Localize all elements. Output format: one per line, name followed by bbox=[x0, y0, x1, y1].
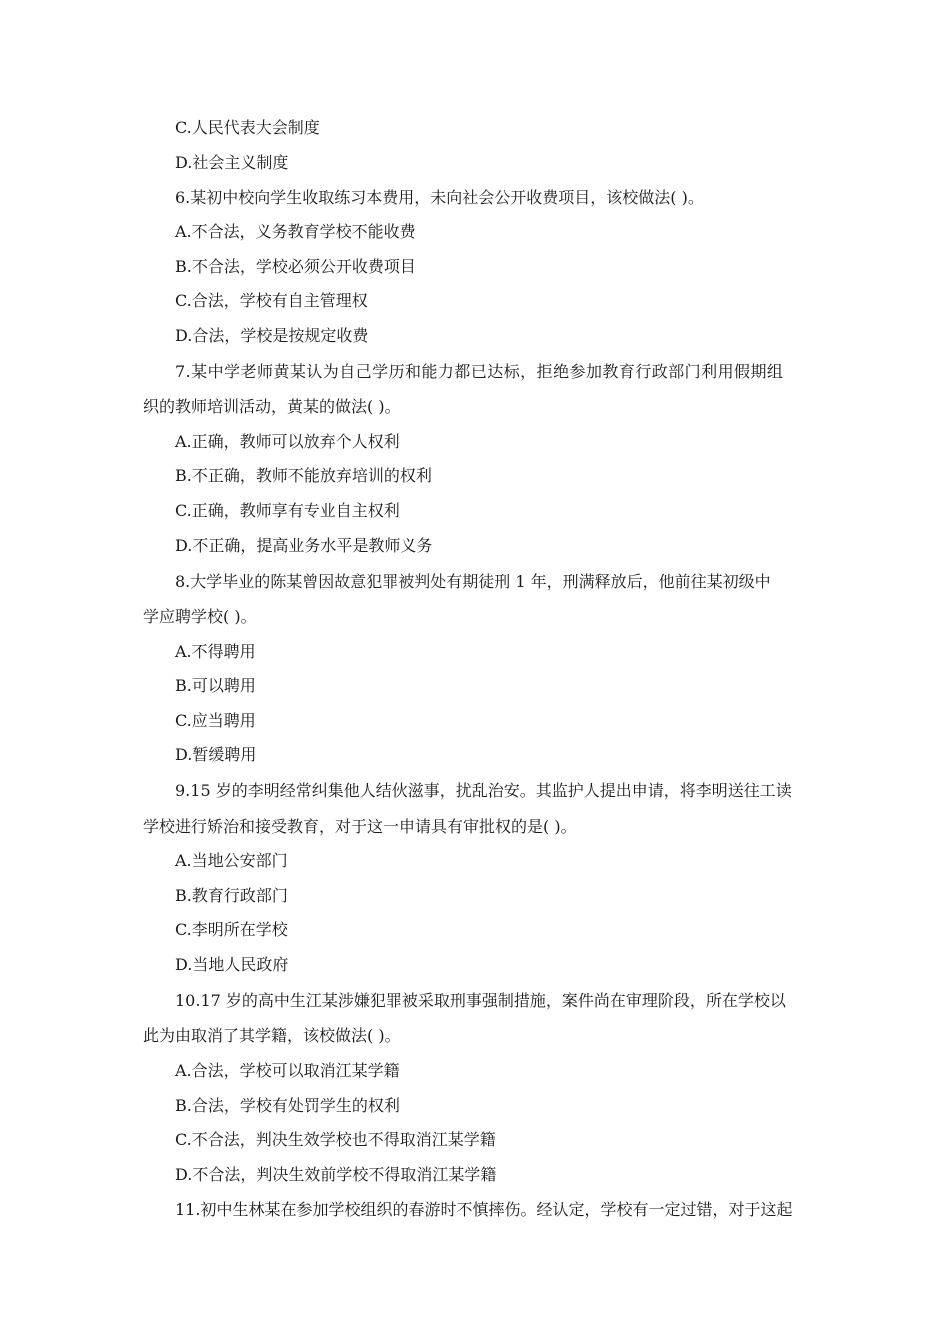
option-line: D.合法，学校是按规定收费 bbox=[175, 326, 369, 345]
option-line: D.暂缓聘用 bbox=[175, 745, 257, 764]
question-line: 7.某中学老师黄某认为自己学历和能力都已达标，拒绝参加教育行政部门利用假期组 bbox=[175, 362, 784, 381]
option-line: D.不正确，提高业务水平是教师义务 bbox=[175, 536, 433, 555]
question-continuation: 学应聘学校( )。 bbox=[143, 607, 257, 626]
option-line: C.正确，教师享有专业自主权利 bbox=[175, 501, 400, 520]
option-line: D.当地人民政府 bbox=[175, 955, 289, 974]
option-line: B.不合法，学校必须公开收费项目 bbox=[175, 257, 416, 276]
option-line: B.合法，学校有处罚学生的权利 bbox=[175, 1096, 400, 1115]
question-line: 6.某初中校向学生收取练习本费用，未向社会公开收费项目，该校做法( )。 bbox=[175, 188, 704, 207]
question-continuation: 织的教师培训活动，黄某的做法( )。 bbox=[143, 397, 401, 416]
option-line: D.不合法，判决生效前学校不得取消江某学籍 bbox=[175, 1165, 497, 1184]
option-line: C.应当聘用 bbox=[175, 711, 256, 730]
question-line: 10.17 岁的高中生江某涉嫌犯罪被采取刑事强制措施，案件尚在审理阶段，所在学校以 bbox=[175, 991, 786, 1010]
option-line: B.教育行政部门 bbox=[175, 886, 288, 905]
option-line: C.人民代表大会制度 bbox=[175, 118, 320, 137]
question-line: 8.大学毕业的陈某曾因故意犯罪被判处有期徒刑 1 年，刑满释放后，他前往某初级中 bbox=[175, 572, 771, 591]
option-line: A.当地公安部门 bbox=[175, 851, 288, 870]
question-line: 9.15 岁的李明经常纠集他人结伙滋事，扰乱治安。其监护人提出申请，将李明送往工读 bbox=[175, 781, 792, 800]
question-continuation: 学校进行矫治和接受教育，对于这一申请具有审批权的是( )。 bbox=[143, 817, 577, 836]
option-line: A.不合法，义务教育学校不能收费 bbox=[175, 222, 416, 241]
option-line: C.李明所在学校 bbox=[175, 920, 288, 939]
question-continuation: 此为由取消了其学籍，该校做法( )。 bbox=[143, 1026, 401, 1045]
option-line: A.不得聘用 bbox=[175, 642, 256, 661]
question-line: 11.初中生林某在参加学校组织的春游时不慎摔伤。经认定，学校有一定过错，对于这起 bbox=[175, 1200, 793, 1219]
option-line: C.不合法，判决生效学校也不得取消江某学籍 bbox=[175, 1130, 496, 1149]
option-line: C.合法，学校有自主管理权 bbox=[175, 291, 368, 310]
option-line: A.合法，学校可以取消江某学籍 bbox=[175, 1061, 400, 1080]
option-line: B.可以聘用 bbox=[175, 676, 256, 695]
option-line: B.不正确，教师不能放弃培训的权利 bbox=[175, 466, 432, 485]
option-line: D.社会主义制度 bbox=[175, 153, 289, 172]
option-line: A.正确，教师可以放弃个人权利 bbox=[175, 432, 400, 451]
